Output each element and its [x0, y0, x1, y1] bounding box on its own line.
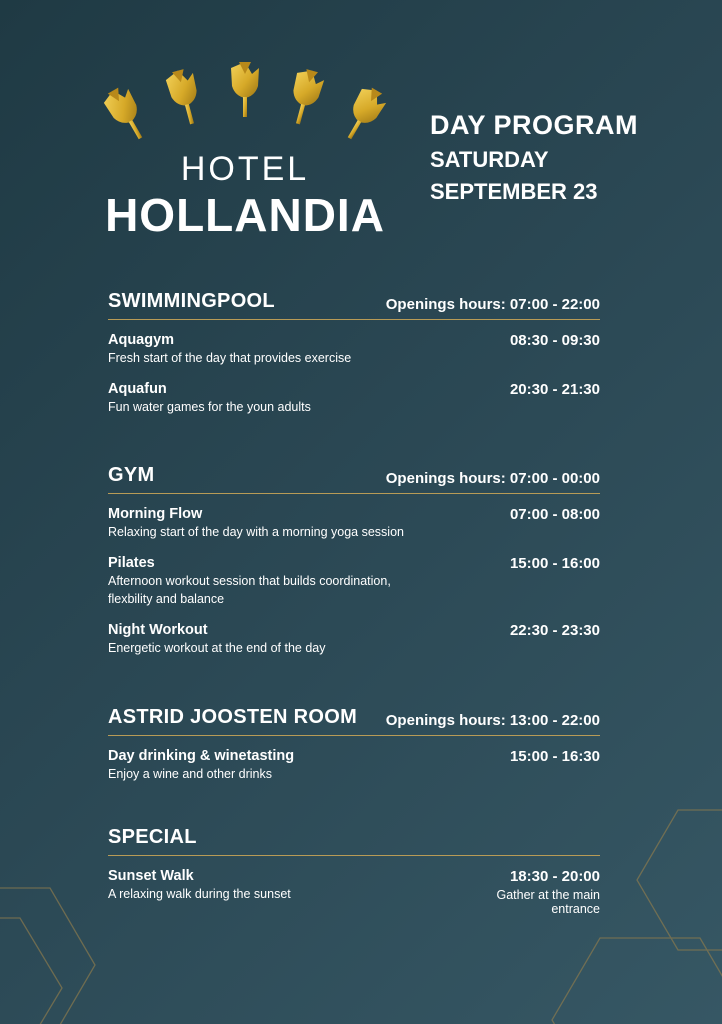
section-hours: Openings hours: 07:00 - 00:00 [385, 470, 600, 487]
section-header [108, 464, 600, 494]
section-title: SPECIAL [108, 826, 197, 848]
activity-name: Aquagym [108, 332, 175, 348]
section-special [108, 826, 600, 916]
activity-name: Aquafun [108, 381, 167, 397]
activity-item [108, 506, 600, 541]
activity-time: 15:00 - 16:30 [509, 748, 600, 765]
activity-time: 22:30 - 23:30 [509, 622, 600, 639]
activity-item [108, 381, 600, 416]
section-hours: Openings hours: 07:00 - 22:00 [385, 296, 600, 313]
activity-description: A relaxing walk during the sunset [108, 887, 291, 901]
activity-item [108, 868, 600, 916]
activity-description: Fresh start of the day that provides exercise [108, 351, 352, 365]
activity-name: Day drinking & winetasting [108, 748, 295, 764]
activity-description: Energetic workout at the end of the day [108, 641, 326, 655]
hotel-logo [95, 60, 395, 240]
section-header [108, 826, 600, 856]
activity-name: Pilates [108, 555, 155, 571]
section-title: SWIMMINGPOOL [108, 290, 275, 312]
activity-time: 20:30 - 21:30 [509, 381, 600, 398]
activity-name: Night Workout [108, 622, 208, 638]
activity-description: Enjoy a wine and other drinks [108, 767, 272, 781]
section-gym [108, 464, 600, 657]
activity-description: Fun water games for the youn adults [108, 400, 311, 414]
section-header [108, 290, 600, 320]
activity-name: Morning Flow [108, 506, 203, 522]
section-header [108, 706, 600, 736]
hotel-name: HOLLANDIA [105, 189, 385, 241]
program-day: SATURDAY [430, 147, 549, 172]
activity-time: 08:30 - 09:30 [509, 332, 600, 349]
activity-item [108, 555, 600, 608]
section-hours: Openings hours: 13:00 - 22:00 [385, 712, 600, 729]
section-title: GYM [108, 464, 155, 486]
activity-time: 07:00 - 08:00 [509, 506, 600, 523]
activity-note: Gather at the main entrance [496, 888, 600, 916]
activity-item [108, 748, 600, 783]
tulip-crown-icon [95, 60, 395, 160]
activity-name: Sunset Walk [108, 868, 194, 884]
program-title: DAY PROGRAM [430, 110, 639, 140]
activity-time: 15:00 - 16:00 [509, 555, 600, 572]
program-date: SEPTEMBER 23 [430, 179, 598, 204]
section-swimmingpool [108, 290, 600, 416]
hotel-word: HOTEL [180, 150, 310, 188]
section-title: ASTRID JOOSTEN ROOM [108, 706, 358, 728]
activity-time: 18:30 - 20:00 [509, 868, 600, 885]
section-astrid-joosten-room [108, 706, 600, 783]
program-title-block [430, 110, 710, 205]
activity-item [108, 332, 600, 367]
activity-description: Afternoon workout session that builds coordination, flexbility and balance [108, 574, 391, 606]
activity-description: Relaxing start of the day with a morning yoga session [108, 525, 404, 539]
activity-item [108, 622, 600, 657]
